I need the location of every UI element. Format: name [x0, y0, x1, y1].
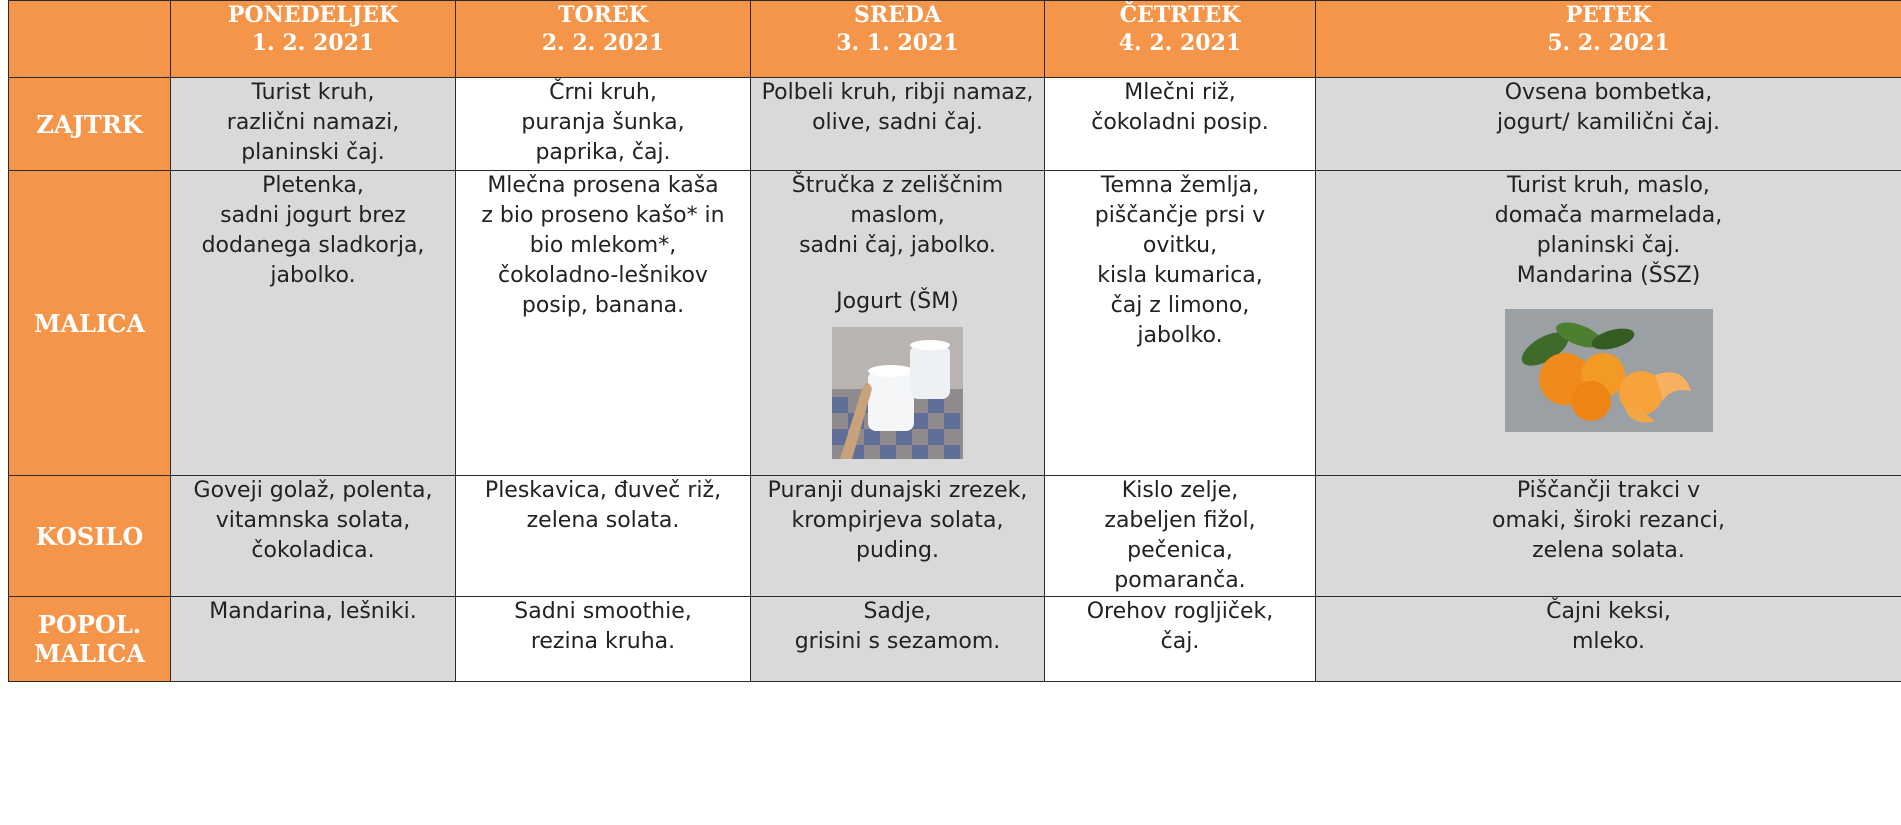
- day-name: TOREK: [558, 2, 648, 28]
- day-name: PETEK: [1565, 2, 1652, 28]
- menu-line: planinski čaj.: [1536, 233, 1681, 258]
- menu-line: Mlečna prosena kaša: [487, 173, 719, 198]
- weekly-menu-table: [8, 0, 1901, 682]
- menu-line: Turist kruh,: [251, 80, 375, 105]
- menu-line: Čajni keksi,: [1546, 599, 1671, 624]
- menu-line: čaj z limono,: [1110, 293, 1250, 318]
- menu-line: krompirjeva solata,: [791, 508, 1004, 533]
- day-header-wednesday: [751, 1, 1045, 78]
- menu-line: zelena solata.: [526, 508, 680, 533]
- menu-cell: [456, 78, 751, 171]
- day-date: 4. 2. 2021: [1118, 30, 1242, 56]
- menu-line: zabeljen fižol,: [1104, 508, 1256, 533]
- menu-line: jabolko.: [270, 263, 356, 288]
- menu-line: Ovsena bombetka,: [1504, 80, 1713, 105]
- menu-line: jogurt/ kamilični čaj.: [1497, 110, 1720, 135]
- menu-line: ovitku,: [1142, 233, 1218, 258]
- menu-cell: [1316, 476, 1901, 597]
- day-header-tuesday: [456, 1, 751, 78]
- menu-line: Štručka z zeliščnim: [791, 173, 1004, 198]
- menu-line: Goveji golaž, polenta,: [193, 478, 433, 503]
- row-zajtrk: [9, 78, 1901, 171]
- day-date: 5. 2. 2021: [1547, 30, 1670, 56]
- menu-lines: [1316, 171, 1901, 291]
- menu-cell: [751, 78, 1045, 171]
- menu-cell-wednesday-malica: [751, 171, 1045, 476]
- menu-line: bio mlekom*,: [529, 233, 677, 258]
- menu-line: Mandarina (ŠSZ): [1516, 263, 1701, 288]
- row-malica: [9, 171, 1901, 476]
- menu-line: kisla kumarica,: [1097, 263, 1263, 288]
- menu-cell: [1316, 78, 1901, 171]
- menu-line: Piščančji trakci v: [1516, 478, 1701, 503]
- menu-line: maslom,: [850, 203, 945, 228]
- menu-line: Pletenka,: [262, 173, 364, 198]
- menu-line: Pleskavica, đuveč riž,: [484, 478, 722, 503]
- menu-line: sadni čaj, jabolko.: [799, 233, 996, 258]
- menu-line: mleko.: [1571, 629, 1646, 654]
- day-header-friday: [1316, 1, 1901, 78]
- menu-lines: [751, 171, 1044, 261]
- menu-line: olive, sadni čaj.: [812, 110, 983, 135]
- menu-cell: [171, 476, 456, 597]
- header-row: [9, 1, 1901, 78]
- menu-line: čokoladni posip.: [1091, 110, 1269, 135]
- menu-line: Kislo zelje,: [1121, 478, 1239, 503]
- row-label-popoldanska: [9, 597, 171, 682]
- day-date: 3. 1. 2021: [836, 30, 959, 56]
- day-date: 2. 2. 2021: [541, 30, 665, 56]
- menu-line: z bio proseno kašo* in: [481, 203, 725, 228]
- menu-line: dodanega sladkorja,: [201, 233, 425, 258]
- mandarin-photo: [1505, 309, 1713, 432]
- menu-line: čaj.: [1160, 629, 1200, 654]
- menu-line: vitamnska solata,: [215, 508, 411, 533]
- menu-cell: [1045, 597, 1316, 682]
- menu-line: pomaranča.: [1114, 568, 1246, 593]
- row-kosilo: [9, 476, 1901, 597]
- menu-cell: [171, 171, 456, 476]
- menu-line: paprika, čaj.: [535, 140, 671, 165]
- menu-line: puding.: [856, 538, 939, 563]
- menu-line: jabolko.: [1137, 323, 1223, 348]
- row-label-zajtrk: ZAJTRK: [9, 78, 171, 171]
- menu-cell: [1045, 78, 1316, 171]
- menu-line: Sadje,: [863, 599, 932, 624]
- row-label-malica: MALICA: [9, 171, 171, 476]
- menu-cell: [751, 476, 1045, 597]
- menu-line: planinski čaj.: [241, 140, 385, 165]
- menu-line: omaki, široki rezanci,: [1492, 508, 1725, 533]
- menu-line: čokoladno-lešnikov: [498, 263, 708, 288]
- menu-cell: [1045, 476, 1316, 597]
- row-label-kosilo: KOSILO: [9, 476, 171, 597]
- menu-line: Mlečni riž,: [1124, 80, 1236, 105]
- menu-line: Temna žemlja,: [1100, 173, 1260, 198]
- corner-cell: [9, 1, 171, 78]
- row-label-line1: POPOL.: [37, 610, 142, 639]
- day-name: PONEDELJEK: [227, 2, 399, 28]
- day-date: 1. 2. 2021: [251, 30, 375, 56]
- menu-line: Črni kruh,: [549, 80, 657, 105]
- menu-cell: [1045, 171, 1316, 476]
- menu-line: čokoladica.: [251, 538, 375, 563]
- menu-cell: [1316, 597, 1901, 682]
- menu-cell: [456, 597, 751, 682]
- menu-line: piščančje prsi v: [1094, 203, 1266, 228]
- menu-line: rezina kruha.: [530, 629, 676, 654]
- menu-line: puranja šunka,: [521, 110, 685, 135]
- menu-line: posip, banana.: [521, 293, 685, 318]
- menu-line: pečenica,: [1127, 538, 1233, 563]
- yogurt-photo: [832, 327, 963, 459]
- menu-cell: [751, 597, 1045, 682]
- day-name: ČETRTEK: [1119, 2, 1241, 28]
- menu-line: Mandarina, lešniki.: [209, 599, 417, 624]
- menu-line: Turist kruh, maslo,: [1507, 173, 1710, 198]
- menu-cell: [456, 476, 751, 597]
- menu-line: grisini s sezamom.: [794, 629, 1001, 654]
- menu-line: domača marmelada,: [1494, 203, 1723, 228]
- spacer: [751, 261, 1044, 287]
- menu-line: Puranji dunajski zrezek,: [767, 478, 1028, 503]
- day-header-thursday: [1045, 1, 1316, 78]
- day-name: SREDA: [853, 2, 942, 28]
- menu-cell: [456, 171, 751, 476]
- row-label-line2: MALICA: [33, 639, 145, 668]
- menu-line: Orehov rogljiček,: [1086, 599, 1274, 624]
- menu-line: zelena solata.: [1532, 538, 1685, 563]
- menu-line: sadni jogurt brez: [220, 203, 406, 228]
- row-popoldanska-malica: [9, 597, 1901, 682]
- menu-cell-friday-malica: [1316, 171, 1901, 476]
- menu-extra-note: Jogurt (ŠM): [836, 289, 959, 314]
- menu-line: Polbeli kruh, ribji namaz,: [761, 80, 1034, 105]
- day-header-monday: [171, 1, 456, 78]
- menu-line: različni namazi,: [226, 110, 400, 135]
- menu-cell: [171, 597, 456, 682]
- menu-line: Sadni smoothie,: [514, 599, 692, 624]
- menu-cell: [171, 78, 456, 171]
